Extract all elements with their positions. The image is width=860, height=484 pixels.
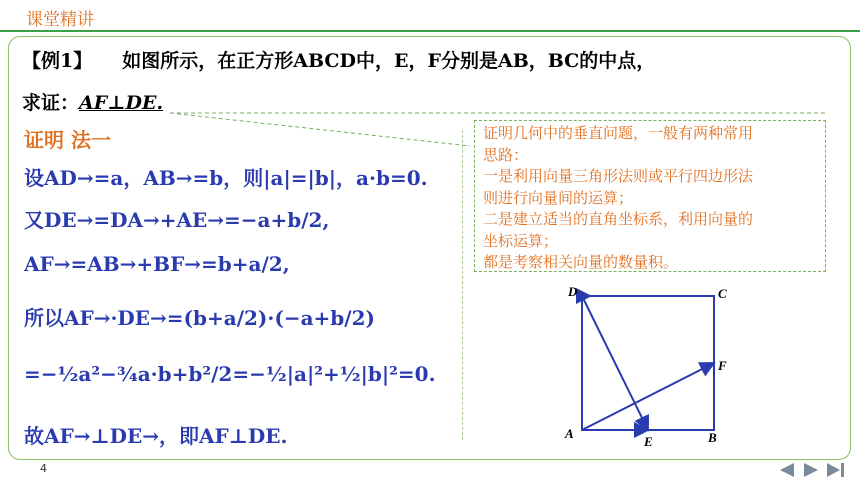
method-note <box>474 120 826 272</box>
note-line: 都是考察相关向量的数量积。 <box>483 253 679 271</box>
question-text: 如图所示，在正方形ABCD中，E，F分别是AB，BC的中点， <box>122 50 656 72</box>
proof-line-5: =−½a²−¾a·b+b²/2=−½|a|²+½|b|²=0. <box>24 362 436 386</box>
page-number: 4 <box>40 462 47 475</box>
proof-line-4: 所以AF→·DE→=(b+a/2)·(−a+b/2) <box>24 306 375 330</box>
note-line: 证明几何中的垂直问题，一般有两种常用 <box>483 124 754 142</box>
question-claim: AF⊥DE. <box>79 92 164 114</box>
label-B: B <box>708 430 717 445</box>
last-arrow-icon <box>827 463 840 477</box>
label-A: A <box>565 426 574 441</box>
proof-title: 证明 法一 <box>24 128 111 152</box>
proof-line-2: 又DE→=DA→+AE→=−a+b/2, <box>24 208 330 232</box>
square-outline <box>582 296 714 430</box>
note-line: 一是利用向量三角形法则或平行四边形法 <box>483 167 754 185</box>
header-title: 课堂精讲 <box>26 10 94 30</box>
label-F: F <box>718 358 727 373</box>
note-line: 思路： <box>483 145 529 164</box>
note-line: 则进行向量间的运算； <box>483 188 634 207</box>
square-figure <box>560 280 740 450</box>
prev-slide-button[interactable] <box>776 461 798 479</box>
proof-line-6: 故AF→⊥DE→，即AF⊥DE. <box>24 424 288 448</box>
column-separator <box>462 130 463 440</box>
prev-arrow-icon <box>780 463 794 477</box>
label-D: D <box>568 284 578 299</box>
end-bar-icon <box>841 463 844 477</box>
question-prefix: 求证： <box>22 92 80 114</box>
label-C: C <box>718 286 727 301</box>
label-E: E <box>644 434 653 449</box>
example-tag: 【例1】 <box>22 50 93 72</box>
last-slide-button[interactable] <box>824 461 848 479</box>
vector-AF <box>582 363 714 430</box>
note-line: 坐标运算； <box>483 231 559 250</box>
vector-DE <box>582 296 648 430</box>
proof-line-1: 设AD→=a，AB→=b，则|a|=|b|，a·b=0. <box>24 166 428 190</box>
note-line: 二是建立适当的直角坐标系，利用向量的 <box>483 210 754 228</box>
proof-line-3: AF→=AB→+BF→=b+a/2, <box>24 252 290 276</box>
next-arrow-icon <box>804 463 818 477</box>
next-slide-button[interactable] <box>800 461 822 479</box>
